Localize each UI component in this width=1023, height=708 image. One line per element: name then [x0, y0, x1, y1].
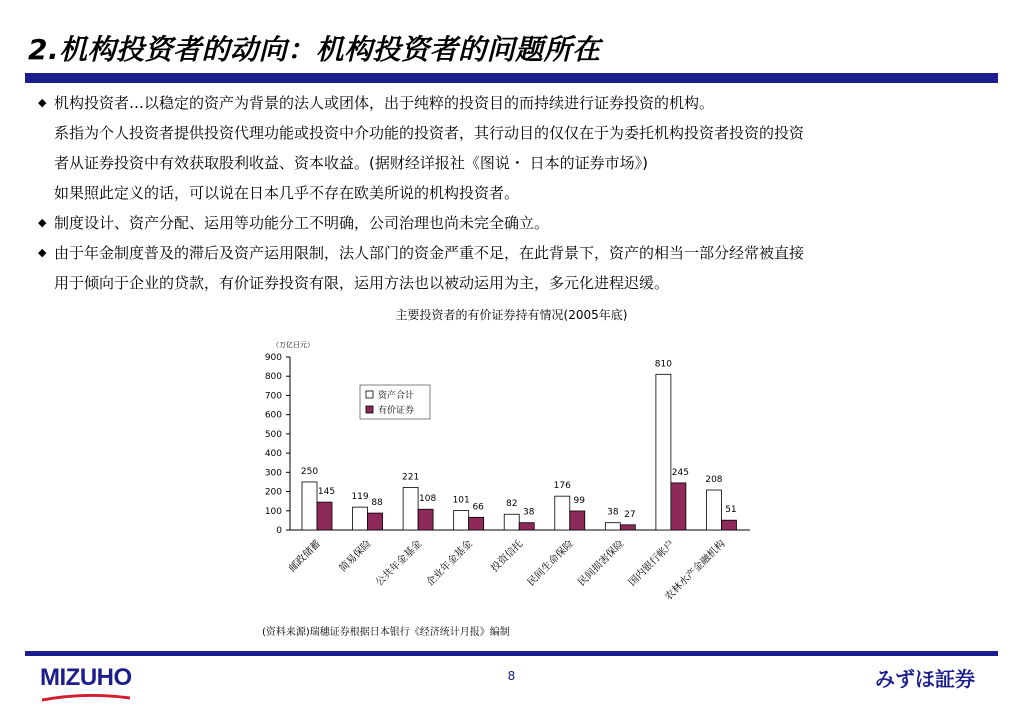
page-number: 8	[507, 669, 516, 683]
data-label: 38	[522, 507, 535, 518]
data-label: 66	[472, 502, 484, 513]
bar-total-assets	[555, 496, 570, 530]
bar-securities	[368, 513, 383, 530]
mizuho-securities-logo: みずほ証券	[875, 667, 975, 691]
legend-swatch	[366, 391, 373, 398]
data-label: 176	[553, 481, 571, 492]
y-tick-label: 100	[264, 506, 282, 517]
x-tick-label: 国内银行帐户	[626, 538, 678, 589]
y-tick-label: 500	[264, 429, 282, 440]
data-label: 27	[624, 509, 636, 520]
bar-securities	[418, 509, 433, 530]
x-tick-label: 企业年金基金	[424, 538, 475, 589]
header-rule	[25, 73, 998, 83]
bar-securities	[317, 502, 332, 530]
x-tick-label: 农林水产金融机构	[663, 538, 728, 603]
source-note: (资料来源)瑞穗证券根据日本银行《经济统计月报》编制	[262, 627, 510, 638]
paragraph	[38, 208, 998, 238]
bar-total-assets	[403, 488, 418, 530]
paragraph-text: 系指为个人投资者提供投资代理功能或投资中介功能的投资者，其行动目的仅仅在于为委托机构投资者投资的投资	[54, 124, 805, 142]
paragraph	[38, 148, 998, 178]
footer-rule	[25, 651, 998, 656]
y-tick-label: 200	[264, 487, 282, 498]
paragraph-text: 制度设计、资产分配、运用等功能分工不明确，公司治理也尚未完全确立。	[54, 214, 550, 232]
bar-securities	[469, 517, 484, 530]
bar-total-assets	[605, 523, 620, 530]
data-label: 99	[573, 495, 586, 506]
x-tick-label: 民间损害保险	[576, 538, 627, 589]
x-tick-label: 民间生命保险	[525, 538, 576, 589]
logo-swoosh-icon	[40, 694, 132, 702]
diamond-bullet-icon: ◆	[38, 96, 47, 109]
data-label: 88	[371, 498, 383, 509]
data-label: 221	[402, 472, 420, 483]
bar-total-assets	[656, 374, 671, 530]
bar-securities	[570, 511, 585, 530]
x-tick-label: 邮政储蓄	[287, 538, 324, 575]
bar-securities	[721, 520, 736, 530]
y-tick-label: 400	[264, 449, 282, 460]
bar-total-assets	[454, 511, 469, 530]
data-label: 245	[671, 467, 689, 478]
x-tick-label: 投资信托	[489, 538, 526, 575]
data-label: 208	[705, 475, 723, 486]
y-tick-label: 600	[264, 410, 282, 421]
paragraph	[38, 268, 998, 298]
x-tick-label: 公共年金基金	[374, 538, 425, 589]
paragraph	[38, 178, 998, 208]
page-title: 2.机构投资者的动向：机构投资者的问题所在	[28, 33, 601, 66]
paragraph	[38, 118, 998, 148]
data-label: 38	[607, 507, 619, 518]
data-label: 250	[300, 466, 319, 477]
body-text	[38, 88, 998, 298]
bar-total-assets	[302, 482, 317, 530]
data-label: 145	[317, 487, 336, 498]
y-tick-label: 900	[264, 353, 282, 363]
paragraph	[38, 238, 998, 268]
bar-total-assets	[504, 514, 519, 530]
y-tick-label: 700	[264, 391, 282, 402]
paragraph-text: 机构投资者…以稳定的资产为背景的法人或团体，出于纯粹的投资目的而持续进行证券投资的机构。	[54, 94, 715, 112]
paragraph-text: 如果照此定义的话，可以说在日本几乎不存在欧美所说的机构投资者。	[54, 184, 520, 202]
data-label: 82	[505, 499, 518, 510]
data-label: 101	[452, 495, 470, 506]
chart-title: 主要投资者的有价证券持有情况(2005年底)	[395, 308, 628, 322]
legend-label: 资产合计	[378, 391, 415, 401]
data-label: 119	[351, 492, 369, 503]
y-tick-label: 300	[264, 468, 282, 479]
data-label: 51	[725, 505, 737, 516]
paragraph-text: 由于年金制度普及的滞后及资产运用限制，法人部门的资金严重不足，在此背景下，资产的相当一部分经常被直接	[54, 244, 805, 262]
y-unit-label: （万亿日元）	[272, 341, 314, 349]
bar-total-assets	[706, 490, 721, 530]
data-label: 810	[654, 359, 672, 370]
bar-securities	[620, 525, 635, 530]
mizuho-logo	[40, 664, 132, 692]
legend-swatch	[366, 406, 373, 413]
diamond-bullet-icon: ◆	[38, 216, 47, 229]
legend-label: 有价证券	[378, 406, 415, 416]
bar-securities	[671, 483, 686, 530]
paragraph-text: 用于倾向于企业的贷款，有价证券投资有限，运用方法也以被动运用为主，多元化进程迟缓。	[54, 274, 670, 292]
y-tick-label: 0	[276, 526, 282, 536]
diamond-bullet-icon: ◆	[38, 246, 47, 259]
paragraph-text: 者从证券投资中有效获取股利收益、资本收益。(据财经详报社《图说・ 日本的证券市场》)	[54, 154, 648, 172]
bar-total-assets	[353, 507, 368, 530]
bar-chart	[250, 335, 750, 620]
y-tick-label: 800	[264, 372, 282, 383]
data-label: 108	[419, 494, 437, 505]
paragraph	[38, 88, 998, 118]
logo-text: MIZUHO	[40, 664, 132, 691]
bar-securities	[519, 523, 534, 530]
x-tick-label: 简易保险	[337, 538, 374, 575]
